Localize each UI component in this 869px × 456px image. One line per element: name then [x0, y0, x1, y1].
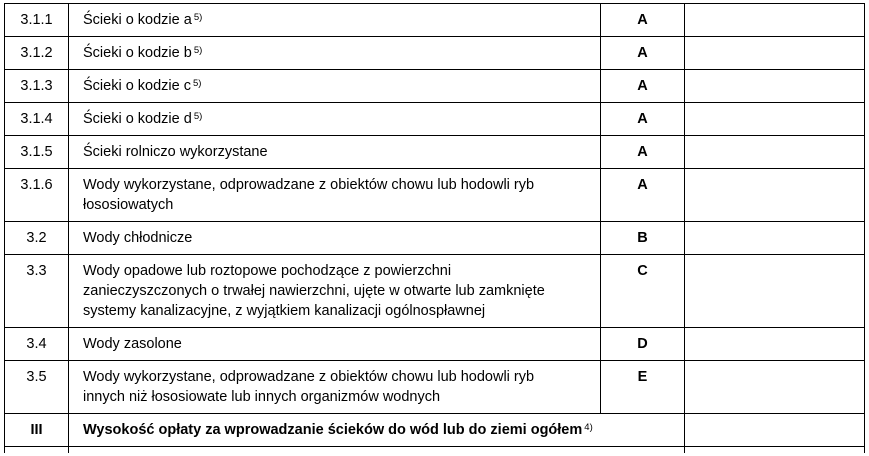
- table-row: [5, 103, 865, 136]
- row-code: A: [601, 169, 685, 222]
- row-code: A: [601, 70, 685, 103]
- total-number: III: [5, 414, 69, 447]
- row-description-text: Ścieki o kodzie a: [83, 12, 192, 28]
- row-description-text: Wody zasolone: [83, 336, 182, 352]
- total-description: [69, 414, 685, 447]
- row-value-field[interactable]: [685, 169, 865, 222]
- total-description-text: Wysokość opłaty za wprowadzanie ścieków do wód lub do ziemi ogółem: [83, 422, 583, 438]
- footnote-ref: 5): [193, 111, 203, 122]
- row-code: E: [601, 361, 685, 414]
- table-row: [5, 136, 865, 169]
- row-description: [69, 136, 601, 169]
- row-code: C: [601, 255, 685, 328]
- row-description: [69, 103, 601, 136]
- row-number: 3.5: [5, 361, 69, 414]
- row-number: 3.4: [5, 328, 69, 361]
- row-number: 3.1.2: [5, 37, 69, 70]
- row-description-text: Ścieki rolniczo wykorzystane: [83, 144, 268, 160]
- row-code: A: [601, 37, 685, 70]
- row-number: 3.1.3: [5, 70, 69, 103]
- table-cell: [69, 447, 685, 454]
- row-number: 3.1.4: [5, 103, 69, 136]
- footnote-ref: 5): [193, 45, 203, 56]
- footnote-ref: 4): [584, 422, 593, 433]
- row-value-field[interactable]: [685, 136, 865, 169]
- table-row: [5, 222, 865, 255]
- row-description-line: Wody wykorzystane, odprowadzane z obiektów chowu lub hodowli ryb: [83, 177, 535, 193]
- row-code: D: [601, 328, 685, 361]
- row-description: [69, 328, 601, 361]
- table-row: [5, 255, 865, 328]
- row-description: [69, 361, 601, 414]
- row-value-field[interactable]: [685, 4, 865, 37]
- total-value-field[interactable]: [685, 414, 865, 447]
- footnote-ref: 5): [193, 12, 203, 23]
- row-number: 3.3: [5, 255, 69, 328]
- row-value-field[interactable]: [685, 103, 865, 136]
- row-description-text: Ścieki o kodzie d: [83, 111, 192, 127]
- table-row: [5, 169, 865, 222]
- table-row-partial: [5, 447, 865, 454]
- table-cell: [685, 447, 865, 454]
- footnote-ref: 5): [193, 78, 202, 89]
- row-number: 3.1.5: [5, 136, 69, 169]
- row-value-field[interactable]: [685, 255, 865, 328]
- row-number: 3.1.1: [5, 4, 69, 37]
- table-row: [5, 4, 865, 37]
- row-number: 3.1.6: [5, 169, 69, 222]
- row-number: 3.2: [5, 222, 69, 255]
- row-value-field[interactable]: [685, 70, 865, 103]
- total-row: [5, 414, 865, 447]
- row-description-line: zanieczyszczonych o trwałej nawierzchni, ujęte w otwarte lub zamknięte: [83, 283, 545, 299]
- row-code: A: [601, 4, 685, 37]
- row-description: [69, 222, 601, 255]
- row-description: [69, 4, 601, 37]
- row-description: [69, 70, 601, 103]
- row-description-line: łososiowatych: [83, 197, 174, 213]
- row-description: [69, 37, 601, 70]
- row-description-line: Wody wykorzystane, odprowadzane z obiektów chowu lub hodowli ryb: [83, 369, 535, 385]
- row-description-line: innych niż łososiowate lub innych organizmów wodnych: [83, 389, 441, 405]
- row-description: [69, 255, 601, 328]
- row-value-field[interactable]: [685, 361, 865, 414]
- row-code: A: [601, 103, 685, 136]
- table-row: [5, 361, 865, 414]
- fee-table: [4, 3, 865, 453]
- table-row: [5, 328, 865, 361]
- table-row: [5, 37, 865, 70]
- row-value-field[interactable]: [685, 328, 865, 361]
- table-row: [5, 70, 865, 103]
- row-code: B: [601, 222, 685, 255]
- table-cell: [5, 447, 69, 454]
- row-description-text: Wody chłodnicze: [83, 230, 193, 246]
- row-code: A: [601, 136, 685, 169]
- row-description: [69, 169, 601, 222]
- row-description-text: Ścieki o kodzie b: [83, 45, 192, 61]
- row-description-text: Ścieki o kodzie c: [83, 78, 191, 94]
- row-value-field[interactable]: [685, 37, 865, 70]
- row-description-line: Wody opadowe lub roztopowe pochodzące z powierzchni: [83, 263, 452, 279]
- row-description-line: systemy kanalizacyjne, z wyjątkiem kanalizacji ogólnospławnej: [83, 303, 486, 319]
- row-value-field[interactable]: [685, 222, 865, 255]
